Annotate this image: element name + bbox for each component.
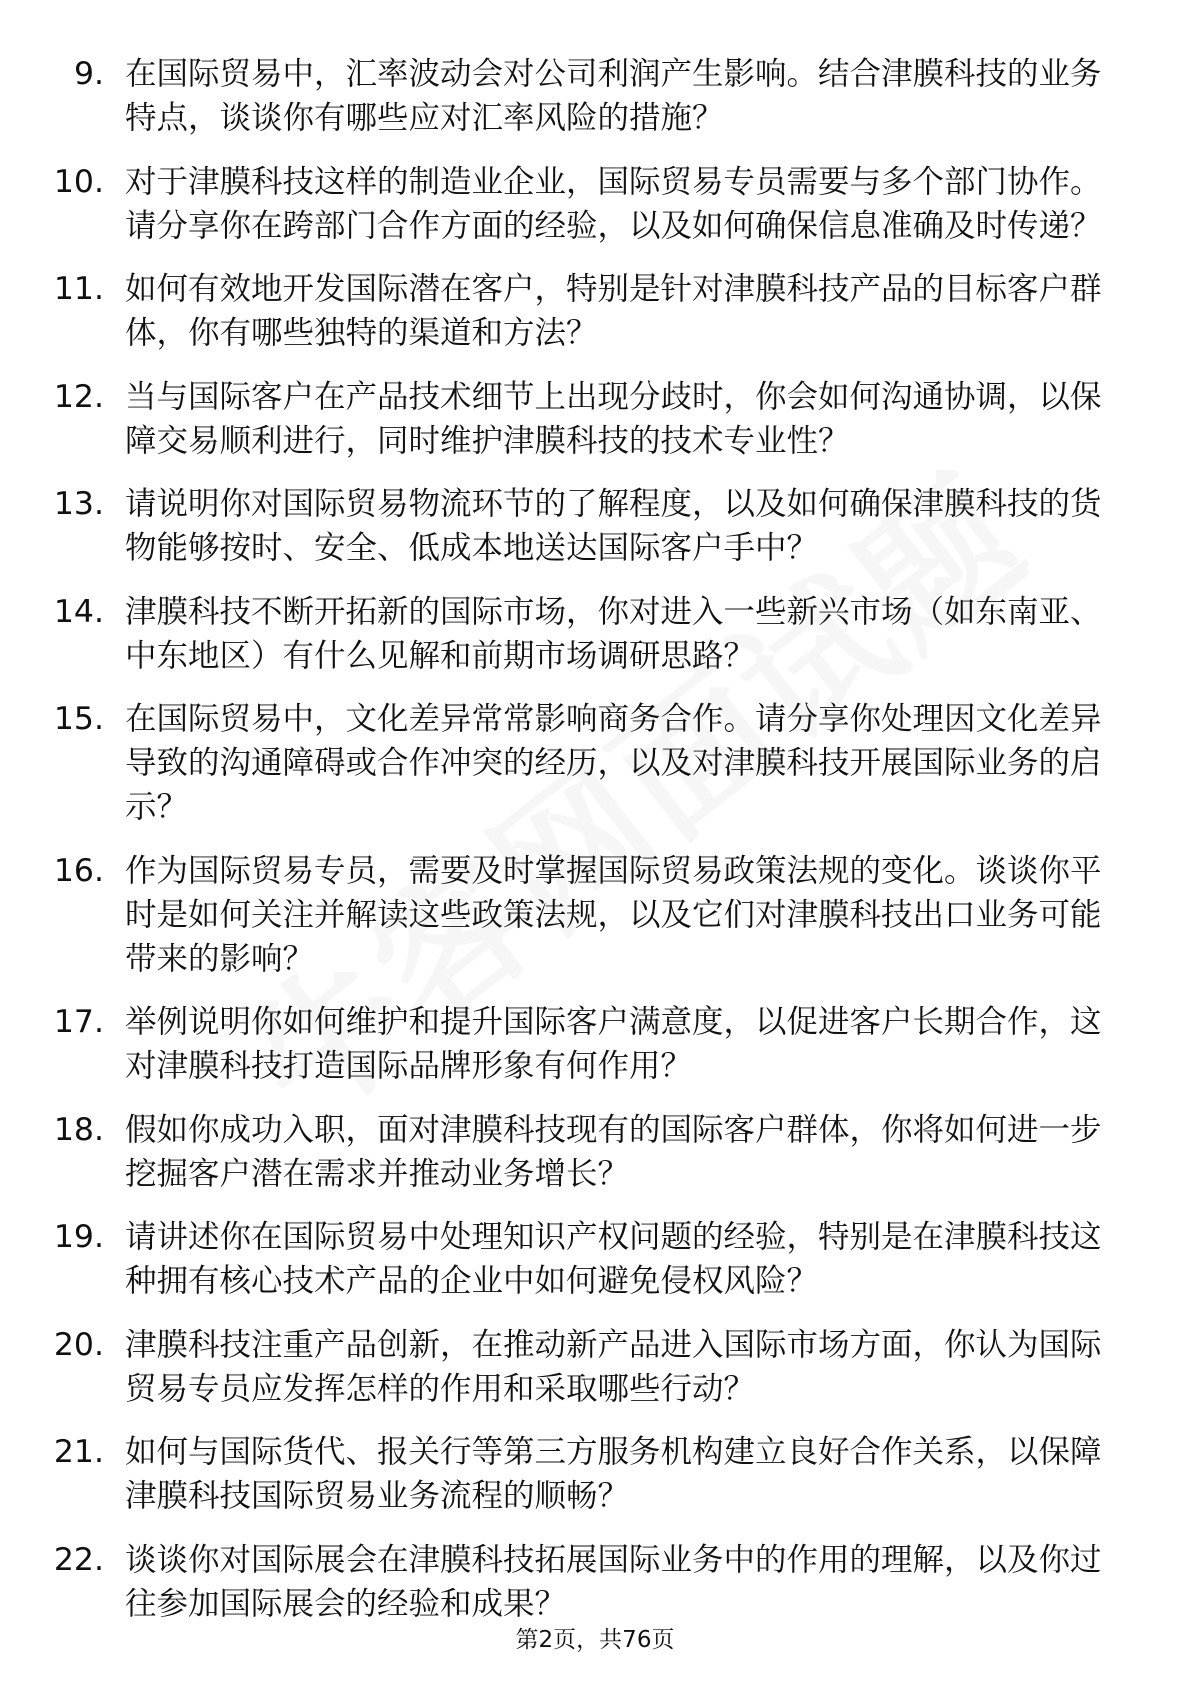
question-number: 17. [53,1004,104,1040]
list-item [0,590,1190,678]
list-item [0,1215,1190,1303]
question-text: 在国际贸易中，汇率波动会对公司利润产生影响。结合津膜科技的业务特点，谈谈你有哪些应对汇率风险的措施？ [125,56,1102,136]
question-text: 津膜科技注重产品创新，在推动新产品进入国际市场方面，你认为国际贸易专员应发挥怎样的作用和采取哪些行动？ [125,1326,1102,1407]
page-footer: 第2页，共76页 [515,1627,675,1653]
question-number: 14. [53,593,104,630]
question-text: 举例说明你如何维护和提升国际客户满意度，以促进客户长期合作，这对津膜科技打造国际品牌形象有何作用？ [125,1004,1102,1084]
list-item [0,1108,1190,1196]
list-item [0,52,1190,140]
question-number: 22. [53,1541,104,1578]
question-number: 16. [53,852,104,889]
list-item [0,375,1190,463]
question-text: 请说明你对国际贸易物流环节的了解程度，以及如何确保津膜科技的货物能够按时、安全、低成本地送达国际客户手中？ [125,486,1102,566]
list-item [0,697,1190,829]
list-item [0,482,1190,570]
list-item [0,1430,1190,1518]
list-item [0,1323,1190,1411]
list-item [0,267,1190,355]
question-text: 如何与国际货代、报关行等第三方服务机构建立良好合作关系，以保障津膜科技国际贸易业务流程的顺畅？ [125,1434,1102,1514]
question-number: 12. [53,378,104,415]
question-number: 19. [53,1219,104,1255]
question-text: 作为国际贸易专员，需要及时掌握国际贸易政策法规的变化。谈谈你平时是如何关注并解读这些政策法规，以及它们对津膜科技出口业务可能带来的影响？ [125,852,1102,977]
question-number: 10. [53,163,104,200]
question-number: 15. [53,701,104,737]
question-number: 18. [53,1111,104,1148]
list-item [0,1000,1190,1088]
question-number: 9. [73,56,104,92]
question-text: 在国际贸易中，文化差异常常影响商务合作。请分享你处理因文化差异导致的沟通障碍或合作冲突的经历，以及对津膜科技开展国际业务的启示？ [125,701,1102,825]
list-item [0,1538,1190,1626]
question-number: 21. [53,1434,104,1470]
question-number: 13. [53,486,104,522]
question-text: 如何有效地开发国际潜在客户，特别是针对津膜科技产品的目标客户群体，你有哪些独特的渠道和方法？ [125,271,1102,351]
question-text: 当与国际客户在产品技术细节上出现分歧时，你会如何沟通协调，以保障交易顺利进行，同时维护津膜科技的技术专业性？ [125,378,1102,459]
list-item [0,849,1190,981]
question-number: 20. [53,1326,104,1363]
question-text: 津膜科技不断开拓新的国际市场，你对进入一些新兴市场（如东南亚、中东地区）有什么见解和前期市场调研思路？ [125,593,1102,674]
question-text: 对于津膜科技这样的制造业企业，国际贸易专员需要与多个部门协作。请分享你在跨部门合作方面的经验，以及如何确保信息准确及时传递？ [125,163,1102,244]
question-list [0,52,1190,1645]
question-text: 请讲述你在国际贸易中处理知识产权问题的经验，特别是在津膜科技这种拥有核心技术产品的企业中如何避免侵权风险？ [125,1219,1102,1299]
question-number: 11. [53,271,104,307]
question-text: 假如你成功入职，面对津膜科技现有的国际客户群体，你将如何进一步挖掘客户潜在需求并推动业务增长？ [125,1111,1102,1192]
list-item [0,160,1190,248]
question-text: 谈谈你对国际展会在津膜科技拓展国际业务中的作用的理解，以及你过往参加国际展会的经验和成果？ [125,1541,1102,1622]
